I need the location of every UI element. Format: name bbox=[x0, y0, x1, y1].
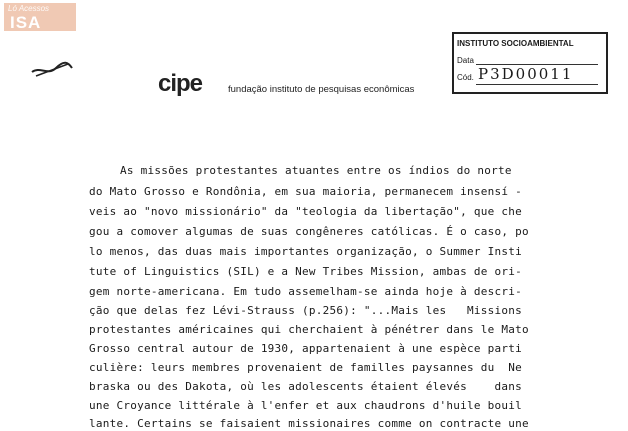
handwritten-mark bbox=[30, 56, 74, 80]
stamp-cod-line bbox=[476, 84, 598, 85]
watermark-top: Ló Acessos bbox=[8, 4, 50, 13]
stamp-institution: INSTITUTO SOCIOAMBIENTAL bbox=[457, 39, 574, 48]
watermark-main: ISA bbox=[10, 13, 42, 32]
stamp-data-label: Data bbox=[457, 56, 474, 65]
text-line: As missões protestantes atuantes entre os índios do norte bbox=[120, 164, 512, 177]
text-line: tute of Linguistics (SIL) e a New Tribes Mission, ambas de ori- bbox=[89, 265, 522, 278]
text-line: lo menos, das duas mais importantes organização, o Summer Insti bbox=[89, 245, 522, 258]
text-line: gem norte-americana. Em tudo assemelham-se ainda hoje à descri- bbox=[89, 285, 522, 298]
stamp-code: P3D00011 bbox=[478, 65, 574, 83]
text-line: ção que delas fez Lévi-Strauss (p.256): "...Mais les Missions bbox=[89, 304, 522, 317]
text-line: protestantes américaines qui cherchaient à pénétrer dans le Mato bbox=[89, 323, 529, 336]
org-name: fundação instituto de pesquisas econômicas bbox=[228, 84, 415, 95]
isa-watermark bbox=[4, 3, 76, 31]
text-line: Grosso central autour de 1930, appartenaient à une espèce parti bbox=[89, 342, 522, 355]
text-line: braska ou des Dakota, où les adolescents étaient élevés dans bbox=[89, 380, 522, 393]
cipe-logo: cipe bbox=[158, 70, 203, 97]
text-line: lante. Certains se faisaient missionaires comme on contracte une bbox=[89, 417, 529, 430]
stamp-cod-label: Cód. bbox=[457, 73, 474, 82]
archive-stamp bbox=[452, 32, 608, 94]
text-line: culière: leurs membres provenaient de familles paysannes du Ne bbox=[89, 361, 522, 374]
text-line: veis ao "novo missionário" da "teologia da libertação", que che bbox=[89, 205, 522, 218]
text-line: gou a comover algumas de suas congêneres católicas. É o caso, po bbox=[89, 225, 529, 238]
text-line: do Mato Grosso e Rondônia, em sua maioria, permanecem insensí - bbox=[89, 185, 522, 198]
text-line: une Croyance littérale à l'enfer et aux chaudrons d'huile bouil bbox=[89, 399, 522, 412]
